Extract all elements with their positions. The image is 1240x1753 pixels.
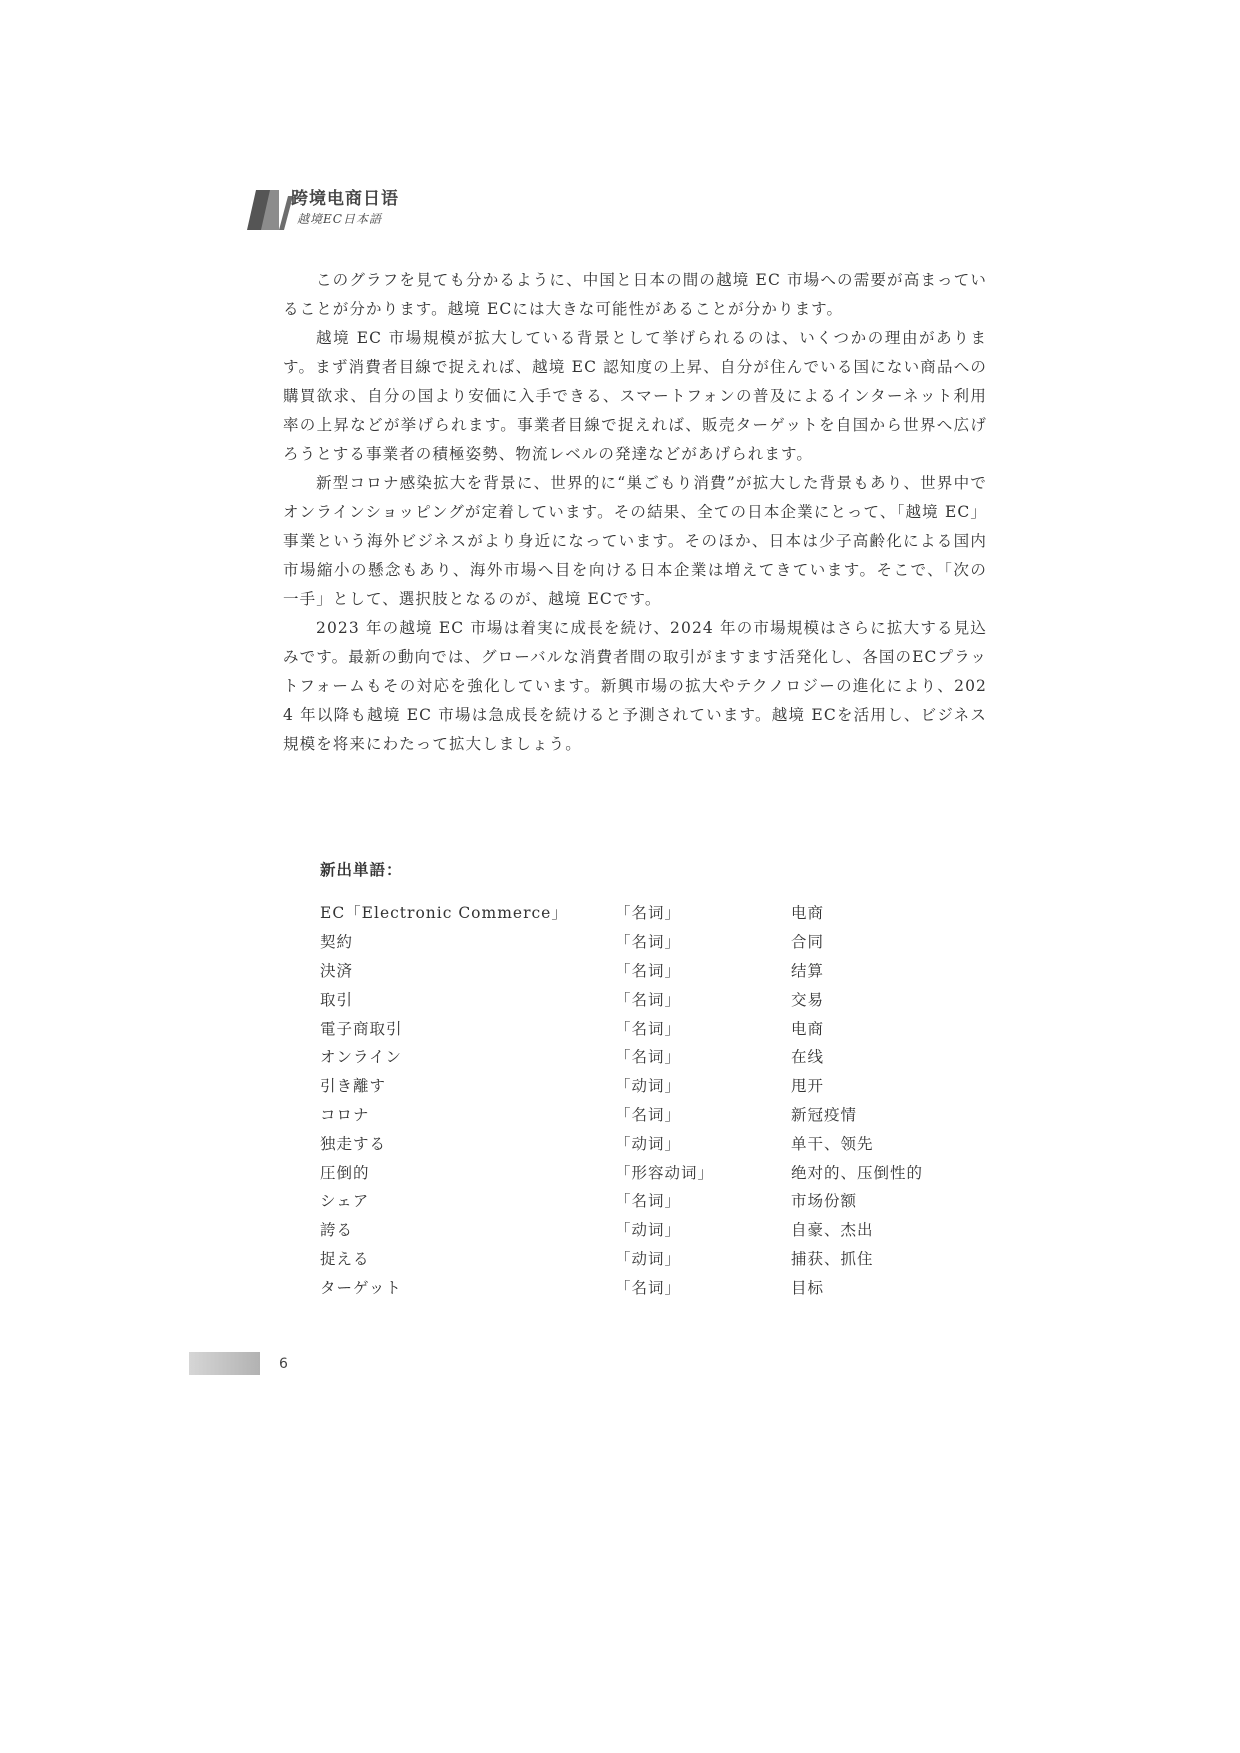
vocab-part-of-speech: 「名词」	[615, 1105, 682, 1124]
vocab-row	[320, 956, 960, 985]
vocab-term: 電子商取引	[320, 1019, 403, 1038]
vocab-meaning: 甩开	[791, 1077, 825, 1096]
vocab-meaning: 自豪、杰出	[791, 1221, 874, 1240]
vocab-term: シェア	[320, 1192, 370, 1211]
book-logo-icon	[247, 190, 297, 230]
vocab-part-of-speech: 「动词」	[615, 1249, 682, 1268]
vocab-part-of-speech: 「动词」	[615, 1134, 682, 1153]
vocab-meaning: 单干、领先	[791, 1134, 874, 1153]
body-text	[283, 266, 987, 759]
vocab-part-of-speech: 「名词」	[615, 1048, 682, 1067]
vocab-meaning: 电商	[791, 904, 825, 923]
vocab-part-of-speech: 「名词」	[615, 1192, 682, 1211]
vocab-term: 引き離す	[320, 1077, 387, 1096]
vocab-row	[320, 1272, 960, 1301]
vocab-row	[320, 927, 960, 956]
vocab-row	[320, 1244, 960, 1273]
vocab-row	[320, 1071, 960, 1100]
vocabulary-table	[320, 898, 960, 1301]
vocab-part-of-speech: 「动词」	[615, 1077, 682, 1096]
vocab-term: ターゲット	[320, 1278, 402, 1297]
vocab-meaning: 电商	[791, 1019, 825, 1038]
vocab-term: 独走する	[320, 1134, 387, 1153]
vocab-term: コロナ	[320, 1105, 370, 1124]
paragraph-3: 新型コロナ感染拡大を背景に、世界的に“巣ごもり消費”が拡大した背景もあり、世界中でオンラインショッピングが定着しています。その結果、全ての日本企業にとって、「越境 EC」事業という海外ビジネスがより身近になっています。そのほか、日本は少子高齢化による国内市場縮小の懸念もあり、海外市場へ目を向ける日本企業は増えてきています。そこで、「次の一手」として、選択肢となるのが、越境 ECです。	[283, 474, 987, 608]
vocab-meaning: 交易	[791, 990, 825, 1009]
vocab-term: 契約	[320, 933, 354, 952]
paragraph-4: 2023 年の越境 EC 市場は着実に成長を続け、2024 年の市場規模はさらに拡大する見込みです。最新の動向では、グローバルな消費者間の取引がますます活発化し、各国のECプラットフォームもその対応を強化しています。新興市場の拡大やテクノロジーの進化により、2024 年以降も越境 EC 市場は急成長を続けると予測されています。越境 ECを活用し、ビジネス規模を将来にわたって拡大しましょう。	[283, 619, 987, 753]
vocab-row	[320, 1100, 960, 1129]
vocab-term: 捉える	[320, 1249, 370, 1268]
vocab-meaning: 目标	[791, 1278, 825, 1297]
vocab-meaning: 新冠疫情	[791, 1105, 858, 1124]
header-titles	[291, 188, 399, 228]
vocab-term: 圧倒的	[320, 1163, 370, 1182]
page-footer-bar	[189, 1352, 260, 1375]
vocab-meaning: 合同	[791, 933, 825, 952]
vocab-row	[320, 1186, 960, 1215]
vocab-row	[320, 1042, 960, 1071]
vocab-meaning: 捕获、抓住	[791, 1249, 874, 1268]
vocab-meaning: 绝对的、压倒性的	[791, 1163, 924, 1182]
vocab-row	[320, 984, 960, 1013]
vocab-part-of-speech: 「形容动词」	[615, 1163, 715, 1182]
vocab-term: 取引	[320, 990, 354, 1009]
paragraph-1: このグラフを見ても分かるように、中国と日本の間の越境 EC 市場への需要が高まっていることが分かります。越境 ECには大きな可能性があることが分かります。	[283, 271, 987, 318]
vocab-term: EC「Electronic Commerce」	[320, 904, 568, 923]
vocab-part-of-speech: 「名词」	[615, 904, 682, 923]
vocabulary-heading: 新出単語：	[320, 861, 403, 879]
vocab-meaning: 结算	[791, 961, 825, 980]
vocab-part-of-speech: 「名词」	[615, 990, 682, 1009]
vocab-part-of-speech: 「名词」	[615, 1019, 682, 1038]
vocab-part-of-speech: 「名词」	[615, 961, 682, 980]
vocab-term: 誇る	[320, 1221, 354, 1240]
vocab-row	[320, 1157, 960, 1186]
vocab-part-of-speech: 「名词」	[615, 1278, 682, 1297]
book-subtitle: 越境EC日本語	[297, 212, 382, 226]
book-title: 跨境电商日语	[291, 189, 399, 209]
page-number: 6	[279, 1356, 288, 1372]
vocab-meaning: 市场份额	[791, 1192, 858, 1211]
vocab-row	[320, 1215, 960, 1244]
paragraph-2: 越境 EC 市場規模が拡大している背景として挙げられるのは、いくつかの理由があります。まず消費者目線で捉えれば、越境 EC 認知度の上昇、自分が住んでいる国にない商品への購買欲求、自分の国より安価に入手できる、スマートフォンの普及によるインターネット利用率の上昇などが挙げられます。事業者目線で捉えれば、販売ターゲットを自国から世界へ広げろうとする事業者の積極姿勢、物流レベルの発達などがあげられます。	[283, 329, 987, 463]
vocab-term: 決済	[320, 961, 354, 980]
vocab-row	[320, 1128, 960, 1157]
vocab-part-of-speech: 「名词」	[615, 933, 682, 952]
vocab-row	[320, 898, 960, 927]
vocab-term: オンライン	[320, 1048, 403, 1067]
vocab-part-of-speech: 「动词」	[615, 1221, 682, 1240]
vocab-meaning: 在线	[791, 1048, 825, 1067]
vocab-row	[320, 1013, 960, 1042]
